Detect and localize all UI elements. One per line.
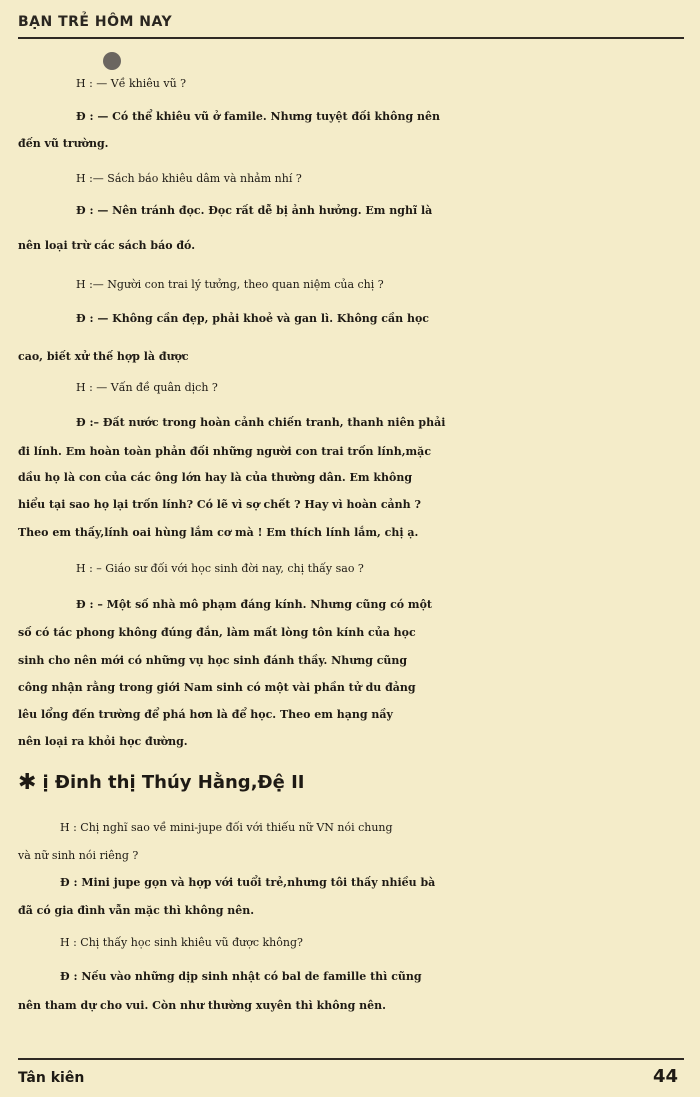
answer-line: nên tham dự cho vui. Còn như thường xuyên thì không nên. xyxy=(18,999,386,1012)
answer-line: nên loại ra khỏi học đường. xyxy=(18,735,188,748)
question-line: H :— Sách báo khiêu dâm và nhảm nhí ? xyxy=(76,172,302,185)
running-header: BẠN TRẺ HÔM NAY xyxy=(18,14,173,30)
answer-line: Đ : – Một số nhà mô phạm đáng kính. Nhưng cũng có một xyxy=(76,598,432,611)
question-line: H :— Người con trai lý tưởng, theo quan niệm của chị ? xyxy=(76,278,384,291)
answer-line: Đ : — Có thể khiêu vũ ở famile. Nhưng tuyệt đối không nên xyxy=(76,110,440,123)
interviewee-name: ị Đinh thị Thúy Hằng,Đệ II xyxy=(42,772,305,793)
answer-line: Đ : — Không cần đẹp, phải khoẻ và gan lì. Không cần học xyxy=(76,312,429,325)
answer-line: đến vũ trường. xyxy=(18,137,109,150)
section-heading xyxy=(18,770,304,795)
answer-line: Đ : Mini jupe gọn và hợp với tuổi trẻ,nhưng tôi thấy nhiều bà xyxy=(60,876,436,889)
answer-line: nên loại trừ các sách báo đó. xyxy=(18,239,196,252)
question-line: H : Chị thấy học sinh khiêu vũ được không? xyxy=(60,936,303,949)
answer-line: cao, biết xử thế hợp là được xyxy=(18,350,189,363)
answer-line: Đ : — Nên tránh đọc. Đọc rất dễ bị ảnh hưởng. Em nghĩ là xyxy=(76,204,433,217)
question-line: H : — Vấn đề quân dịch ? xyxy=(76,381,218,394)
answer-line: đi lính. Em hoàn toàn phản đối những người con trai trốn lính,mặc xyxy=(18,445,432,458)
star-icon: ✱ xyxy=(18,770,37,795)
answer-line: dầu họ là con của các ông lớn hay là của thường dân. Em không xyxy=(18,471,413,484)
ink-blot xyxy=(103,52,121,70)
question-line: H : — Về khiêu vũ ? xyxy=(76,77,187,90)
page-number: 44 xyxy=(652,1066,678,1087)
answer-line: sinh cho nên mới có những vụ học sinh đánh thầy. Nhưng cũng xyxy=(18,654,408,667)
answer-line: Đ :– Đất nước trong hoàn cảnh chiến tranh, thanh niên phải xyxy=(76,416,446,429)
header-rule xyxy=(18,37,684,39)
answer-line: công nhận rằng trong giới Nam sinh có một vài phần tử du đảng xyxy=(18,681,416,694)
footer-label: Tân kiên xyxy=(18,1070,85,1082)
question-line: H : Chị nghĩ sao về mini-jupe đối với thiếu nữ VN nói chung xyxy=(60,821,393,834)
answer-line: hiểu tại sao họ lại trốn lính? Có lẽ vì sợ chết ? Hay vì hoàn cảnh ? xyxy=(18,498,421,511)
answer-line: Đ : Nếu vào những dịp sinh nhật có bal de famille thì cũng xyxy=(60,970,422,983)
answer-line: số có tác phong không đúng đắn, làm mất lòng tôn kính của học xyxy=(18,626,416,639)
footer-rule xyxy=(18,1058,684,1060)
answer-line: đã có gia đình vẫn mặc thì không nên. xyxy=(18,904,255,917)
answer-line: Theo em thấy,lính oai hùng lắm cơ mà ! Em thích lính lắm, chị ạ. xyxy=(18,526,419,539)
answer-line: lêu lổng đến trường để phá hơn là để học. Theo em hạng nầy xyxy=(18,708,393,721)
question-line: H : – Giáo sư đối với học sinh đời nay, chị thấy sao ? xyxy=(76,562,364,575)
question-line: và nữ sinh nói riêng ? xyxy=(18,849,139,862)
